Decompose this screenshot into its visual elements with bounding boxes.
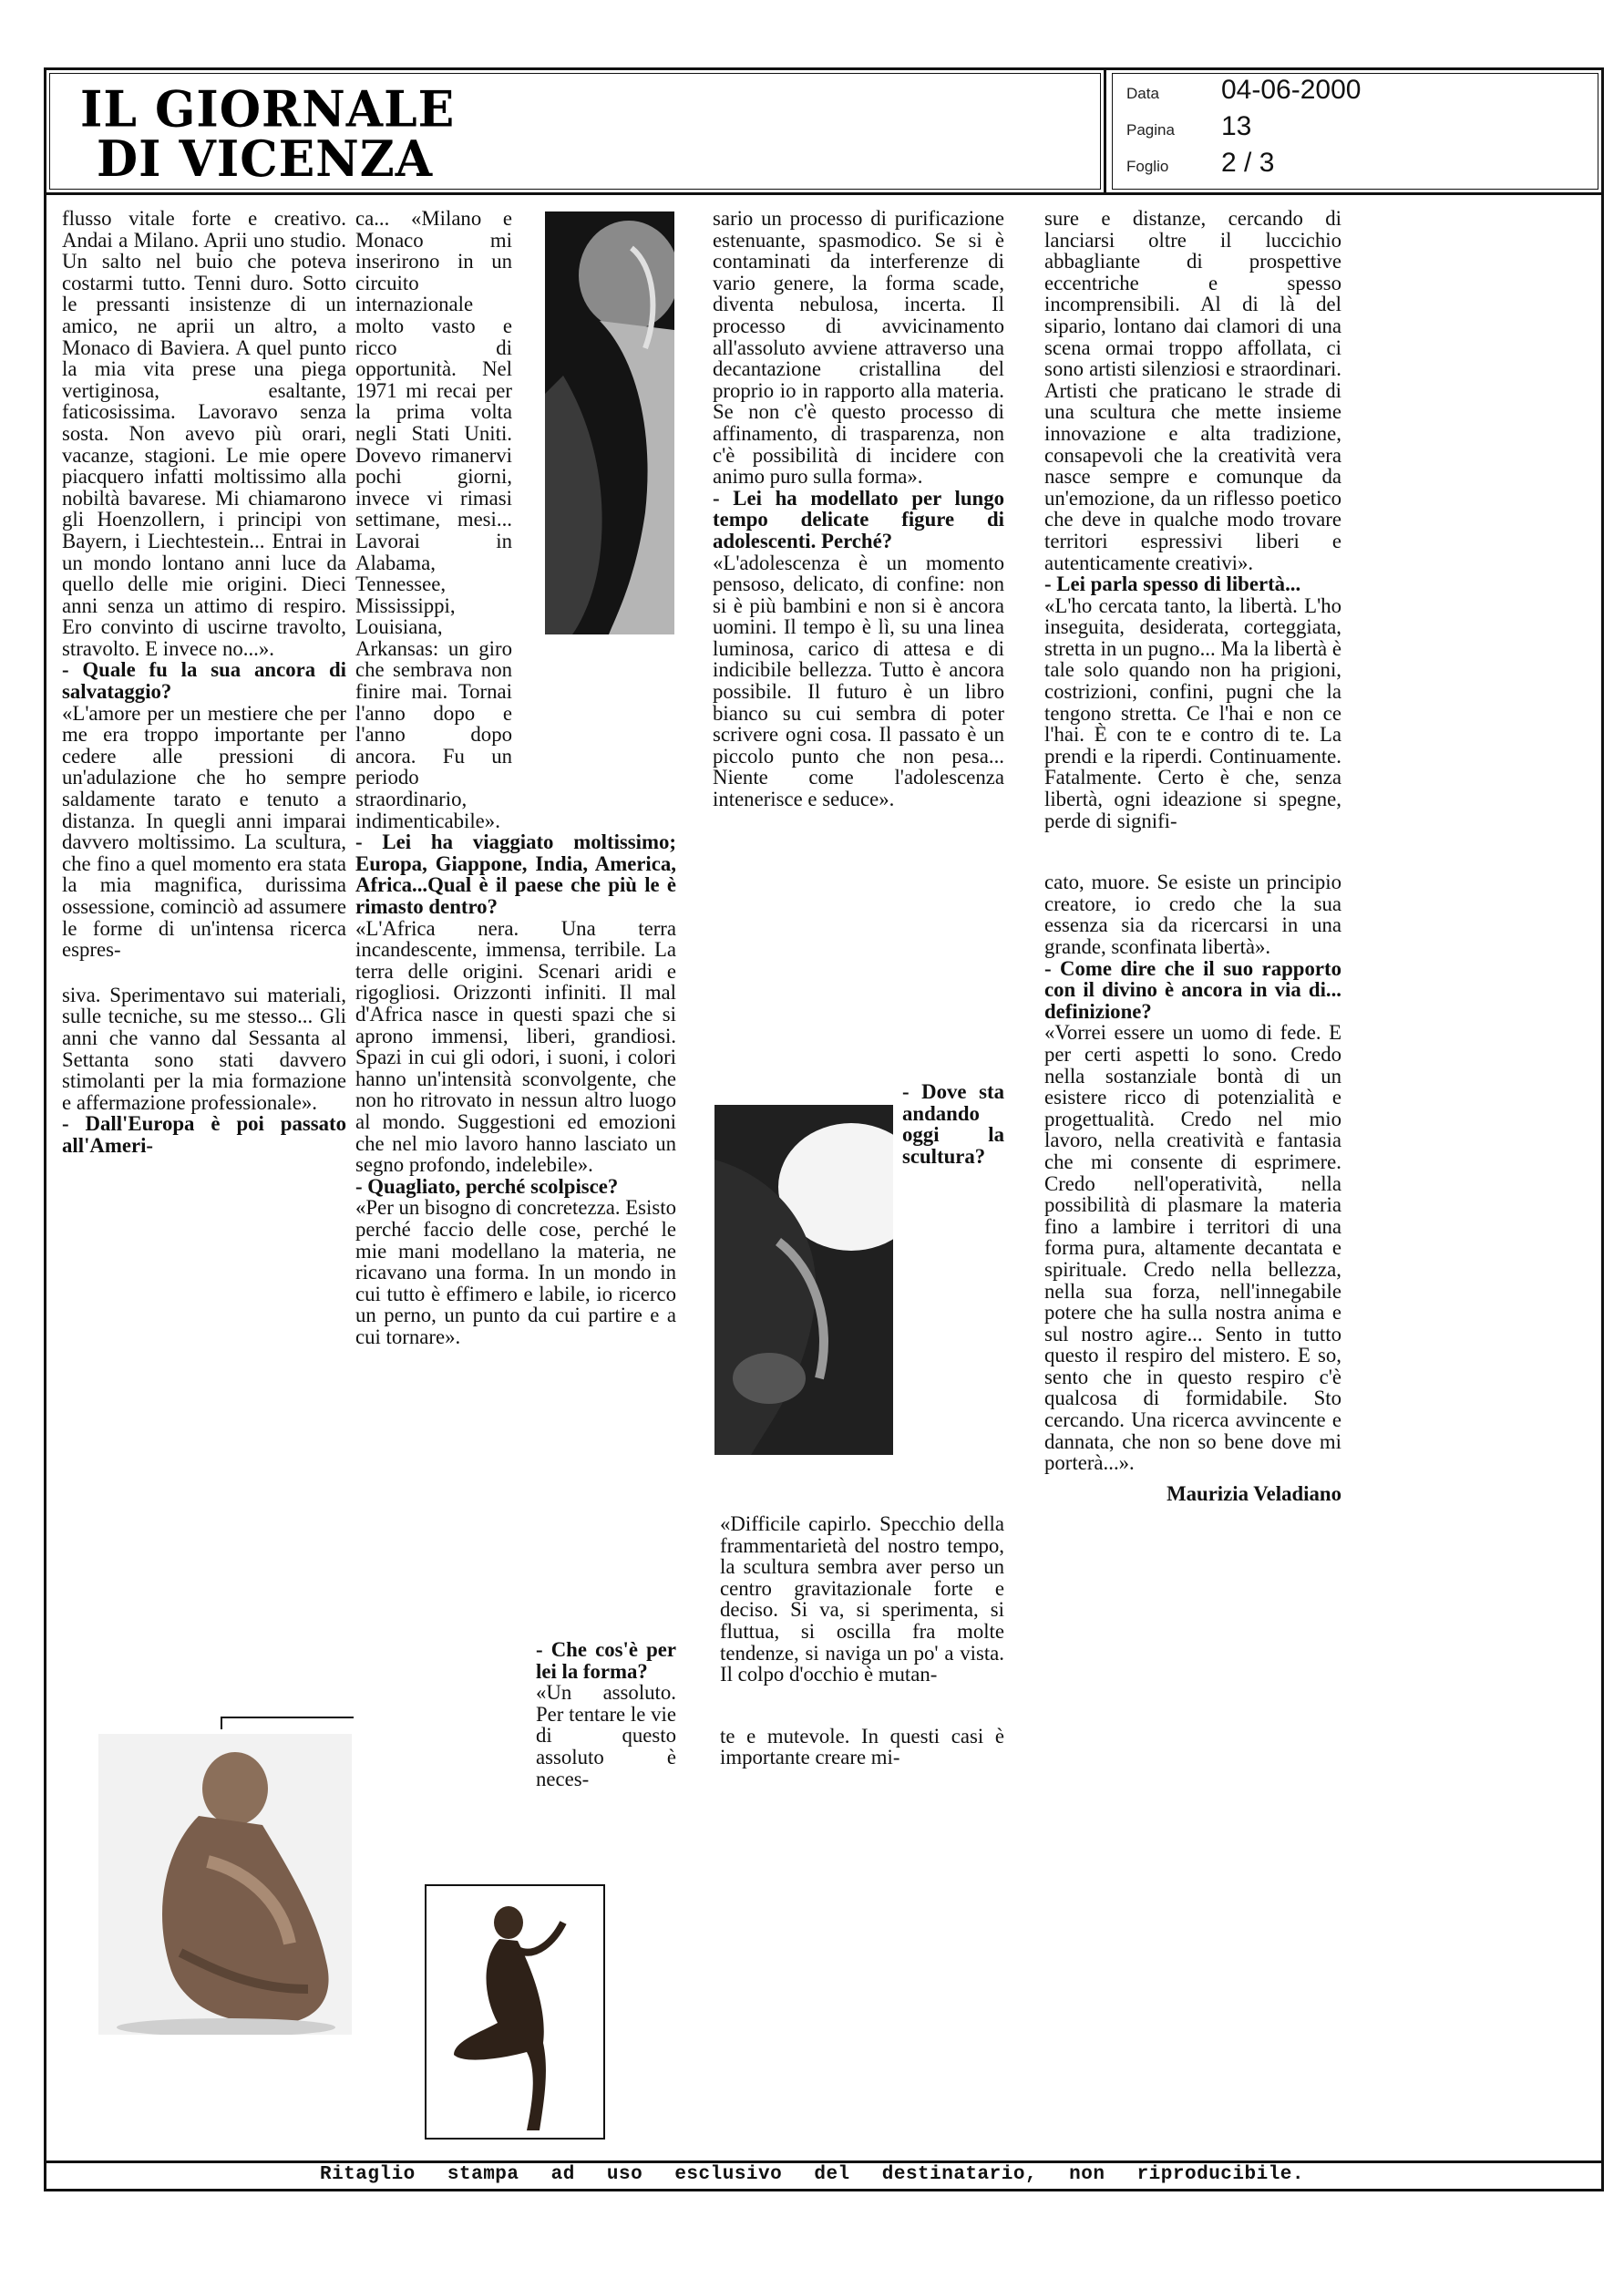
paragraph: «Un assoluto. Per tentare le vie di questo assoluto è neces-	[536, 1681, 676, 1790]
paragraph: cato, muore. Se esiste un principio creatore, io credo che la sua essenza sia da ricercarsi in una grande, sconfinata libertà».	[1044, 871, 1341, 958]
footer-disclaimer: Ritaglio stampa ad uso esclusivo del destinatario, non riproducibile.	[319, 2164, 1305, 2185]
logo-line-2: DI VICENZA	[97, 129, 434, 189]
meta-page-row	[1126, 111, 1251, 142]
logo-line-1: IL GIORNALE	[80, 80, 456, 139]
question: - Lei ha modellato per lungo tempo delicate figure di adolescenti. Perché?	[713, 486, 1004, 552]
sculpture-photo-2	[714, 1105, 893, 1455]
question: - Dall'Europa è poi passato all'Ameri-	[62, 1112, 346, 1157]
article-column-3-side	[902, 1081, 1004, 1167]
paragraph: te e mutevole. In questi casi è importante creare mi-	[720, 1724, 1004, 1769]
sculpture-photo-3	[98, 1734, 352, 2035]
sculpture-photo-1-image	[545, 211, 674, 634]
question: - Dove sta andando oggi la scultura?	[902, 1080, 1004, 1168]
paragraph: «L'Africa nera. Una terra incandescente, immensa, terribile. La terra delle origini. Scenari aridi e rigogliosi. Orizzonti infiniti. Il mal d'Africa nasce in questi spazi che si aprono immensi, liberi, grandiosi. Spazi in cui gli odori, i suoni, i colori hanno un'intensità sconvolgente, che non ho ritrovato in nessun altro luogo al mondo. Suggestioni ed emozioni che nel mio lavoro hanno lasciato un segno profondo, indelebile».	[355, 916, 676, 1177]
paragraph: sure e distanze, cercando di lanciarsi oltre il luccichio abbagliante di prospettive eccentriche e spesso incomprensibili. Al di là del sipario, lontano dai clamori di una scena ormai troppo affollata, ci sono artisti silenziosi e straordinari. Artisti che praticano le strade di una scultura che mette insieme innovazione e alta tradizione, consapevoli che la creatività vera nasce sempre e comunque da un'emozione, da un riflesso poetico che deve in qualche modo trovare territori espressivi liberi e autenticamente creativi».	[1044, 207, 1341, 574]
paragraph: siva. Sperimentavo sui materiali, sulle tecniche, su me stesso... Gli anni che vanno dal Sessanta al Settanta sono stati davvero stimolanti per la mia formazione e affermazione professionale».	[62, 983, 346, 1114]
question: - Lei ha viaggiato moltissimo; Europa, Giappone, India, America, Africa...Qual è il paese che più le è rimasto dentro?	[355, 830, 676, 918]
article-column-3	[713, 208, 1004, 810]
sculpture-photo-4	[425, 1884, 605, 2140]
article-column-4	[1044, 208, 1341, 1504]
column-rule-tick	[221, 1717, 222, 1729]
question: - Come dire che il suo rapporto con il divino è ancora in via di... definizione?	[1044, 956, 1341, 1023]
sculpture-photo-2-image	[714, 1105, 893, 1455]
paragraph: ca... «Milano e Monaco mi inserirono in un circuito internazionale molto vasto e ricco di opportunità. Nel 1971 mi recai per la prima volta negli Stati Uniti. Dovevo rimanervi pochi giorni, invece vi rimasi settimane, mesi... Lavorai in Alabama, Tennessee, Mississippi, Louisiana, Arkansas: un giro che sembrava non finire mai. Tornai l'anno dopo e l'anno dopo ancora. Fu un periodo straordinario, indimenticabile».	[355, 207, 512, 832]
paragraph: «Per un bisogno di concretezza. Esisto perché faccio delle cose, perché le mie mani modellano la materia, ne ricavano una forma. In un mondo in cui tutto è effimero e labile, io ricerco un perno, un punto da cui partire e a cui tornare».	[355, 1196, 676, 1348]
paragraph: «Vorrei essere un uomo di fede. E per certi aspetti lo sono. Credo nella sostanziale bontà di un esistere ricco di potenzialità e progettualità. Credo nel mio lavoro, nella creatività e fantasia che mi consente di esprimere. Credo nell'operatività, nella possibilità di plasmare la materia fino a lambire i territori di una forma pura, altamente decantata e spirituale. Credo nella bellezza, nella sua forza, nell'innegabile potere che ha sulla nostra anima e sul nostro agire... Sento in tutto questo il respiro del mistero. E so, sento che in questo respiro c'è qualcosa di formidabile. Sto cercando. Una ricerca avvincente e dannata, che non so bene dove mi porterà...».	[1044, 1021, 1341, 1475]
paragraph: sario un processo di purificazione estenuante, spasmodico. Se si è contaminati da interferenze di vario genere, la forma scade, diventa nebulosa, incerta. Il processo di avvicinamento all'assoluto avviene attraverso una decantazione cristallina del proprio io in rapporto alla materia. Se non c'è questo processo di affinamento, di trasparenza, non c'è possibilità di incidere con animo puro sulla forma».	[713, 207, 1004, 489]
sculpture-photo-4-image	[427, 1886, 603, 2138]
paragraph: flusso vitale forte e creativo. Andai a Milano. Aprii uno studio. Un salto nel buio che poteva costarmi tutto. Tenni duro. Sotto le pressanti insistenze di un amico, ne aprii un altro, a Monaco di Baviera. A quel punto la mia vita prese una piega vertiginosa, esaltante, faticosissima. Lavoravo senza sosta. Non avevo più orari, vacanze, stagioni. Le mie opere piacquero infatti moltissimo alla nobiltà bavarese. Mi chiamarono gli Hoenzollern, i principi von Bayern, i Liechtestein... Entrai in un mondo lontano anni luce da quello delle mie origini. Dieci anni senza un attimo di respiro. Ero convinto di uscirne travolto, stravolto. E invece no...».	[62, 207, 346, 660]
meta-page-label: Pagina	[1126, 121, 1175, 139]
sculpture-photo-1	[545, 211, 674, 634]
article-column-3-lower	[720, 1513, 1004, 1769]
meta-page-value: 13	[1221, 111, 1252, 141]
question: - Quagliato, perché scolpisce?	[355, 1174, 619, 1198]
meta-date-label: Data	[1126, 85, 1159, 102]
article-column-2-bottom	[536, 1639, 676, 1789]
newspaper-logo	[80, 80, 456, 189]
paragraph: «Difficile capirlo. Specchio della frammentarietà del nostro tempo, la scultura sembra aver perso un centro gravitazionale forte e deciso. Si va, si sperimenta, si fluttua, si oscilla fra molte tendenze, si naviga un po' a vista. Il colpo d'occhio è mutan-	[720, 1512, 1004, 1686]
meta-sheet-row	[1126, 148, 1274, 179]
sculpture-photo-3-image	[98, 1734, 352, 2035]
meta-sheet-value: 2 / 3	[1221, 148, 1275, 178]
article-column-1	[62, 208, 346, 1157]
paragraph: «L'ho cercata tanto, la libertà. L'ho inseguita, desiderata, corteggiata, stretta in un pugno... Ma la libertà è tale solo quando non ha prigioni, costrizioni, confini, pugni che la tengono stretta. Ce l'hai e non ce l'hai. È con te e contro di te. La prendi e la riperdi. Continuamente. Fatalmente. Certo è che, senza libertà, ogni ideazione si spegne, perde di signifi-	[1044, 593, 1341, 832]
paragraph: «L'amore per un mestiere che per me era troppo importante per cedere alle pressioni di un'adulazione che ho sempre saldamente tarato e tenuto a distanza. In quegli anni imparai davvero moltissimo. La scultura, che fino a quel momento era stata la mia magnifica, durissima ossessione, cominciò ad assumere le forme di un'intensa ricerca espres-	[62, 701, 346, 962]
author-signature: Maurizia Veladiano	[1167, 1481, 1341, 1505]
column-rule	[221, 1717, 354, 1718]
question: - Quale fu la sua ancora di salvataggio?	[62, 658, 346, 704]
meta-sheet-label: Foglio	[1126, 158, 1169, 175]
paragraph: «L'adolescenza è un momento pensoso, delicato, di confine: non si è più bambini e non si è ancora uomini. Il tempo è lì, su una linea luminosa, carico di attesa e di indicibile bellezza. Tutto è ancora possibile. Il futuro è un libro bianco su cui sembra di poter scrivere ogni cosa. Il passato è un piccolo punto che non pesa... Niente come l'adolescenza intenerisce e seduce».	[713, 551, 1004, 811]
question: - Che cos'è per lei la forma?	[536, 1638, 676, 1683]
meta-date-row	[1126, 75, 1361, 106]
question: - Lei parla spesso di libertà...	[1044, 572, 1301, 596]
meta-date-value: 04-06-2000	[1221, 75, 1362, 105]
